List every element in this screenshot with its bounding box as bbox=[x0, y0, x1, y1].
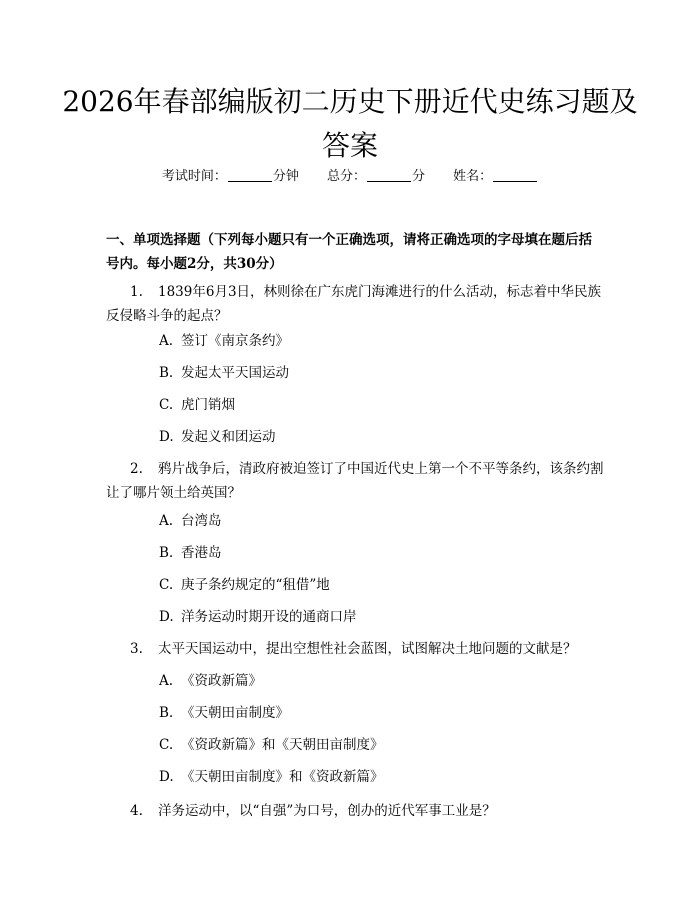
question-stem bbox=[106, 637, 604, 661]
option-text: 发起太平天国运动 bbox=[181, 365, 289, 381]
option-text: 台湾岛 bbox=[181, 513, 222, 529]
question-stem bbox=[106, 280, 604, 328]
name-label: 姓名： bbox=[453, 169, 493, 184]
option-item bbox=[159, 575, 330, 595]
time-blank bbox=[228, 167, 272, 182]
option-letter: C. bbox=[159, 737, 174, 753]
question-number: 4. bbox=[130, 803, 143, 819]
option-text: 《天朝田亩制度》 bbox=[181, 705, 289, 721]
option-item bbox=[159, 331, 289, 351]
exam-time bbox=[162, 167, 299, 187]
question-number: 3. bbox=[130, 641, 143, 657]
option-item bbox=[159, 395, 235, 415]
option-letter: C. bbox=[159, 397, 174, 413]
option-item bbox=[159, 735, 384, 755]
total-score bbox=[327, 167, 425, 187]
option-text: 庚子条约规定的“租借”地 bbox=[181, 577, 330, 593]
time-label: 考试时间： bbox=[161, 169, 227, 184]
option-text: 洋务运动时期开设的通商口岸 bbox=[181, 609, 357, 625]
option-item bbox=[159, 363, 289, 383]
option-text: 《资政新篇》 bbox=[181, 673, 262, 689]
option-text: 香港岛 bbox=[181, 545, 222, 561]
score-blank bbox=[367, 167, 411, 182]
option-text: 发起义和团运动 bbox=[181, 429, 276, 445]
option-letter: C. bbox=[159, 577, 174, 593]
option-letter: B. bbox=[159, 705, 174, 721]
exam-info-line bbox=[0, 167, 700, 187]
option-item bbox=[159, 427, 276, 447]
score-label: 总分： bbox=[326, 169, 366, 184]
score-unit: 分 bbox=[412, 169, 426, 184]
question-text: 洋务运动中，以“自强”为口号，创办的近代军事工业是？ bbox=[158, 803, 496, 819]
option-letter: B. bbox=[159, 545, 174, 561]
question-number: 2. bbox=[130, 461, 143, 477]
section-heading: 一、单项选择题（下列每小题只有一个正确选项，请将正确选项的字母填在题后括号内。每小题2分，共30分） bbox=[106, 232, 592, 272]
question-stem bbox=[106, 799, 604, 823]
question-stem bbox=[106, 457, 604, 505]
question-text: 鸦片战争后，清政府被迫签订了中国近代史上第一个不平等条约，该条约割让了哪片领土给英国？ bbox=[106, 461, 604, 501]
option-item bbox=[159, 511, 222, 531]
option-letter: B. bbox=[159, 365, 174, 381]
option-item bbox=[159, 543, 222, 563]
option-text: 《资政新篇》和《天朝田亩制度》 bbox=[181, 737, 384, 753]
option-item bbox=[159, 703, 289, 723]
option-text: 签订《南京条约》 bbox=[181, 333, 289, 349]
question-text: 太平天国运动中，提出空想性社会蓝图，试图解决土地问题的文献是？ bbox=[158, 641, 577, 657]
name-blank bbox=[493, 167, 537, 182]
option-item bbox=[159, 607, 357, 627]
page-title: 2026年春部编版初二历史下册近代史练习题及答案 bbox=[62, 85, 638, 162]
time-unit: 分钟 bbox=[272, 169, 299, 184]
option-text: 《天朝田亩制度》和《资政新篇》 bbox=[181, 769, 384, 785]
student-name bbox=[453, 167, 538, 187]
option-text: 虎门销烟 bbox=[181, 397, 235, 413]
option-item bbox=[159, 671, 262, 691]
option-letter: A. bbox=[159, 333, 174, 349]
option-letter: A. bbox=[159, 513, 174, 529]
option-letter: D. bbox=[159, 769, 174, 785]
question-number: 1. bbox=[130, 284, 143, 300]
option-letter: D. bbox=[159, 429, 174, 445]
option-letter: D. bbox=[159, 609, 174, 625]
option-letter: A. bbox=[159, 673, 174, 689]
question-text: 1839年6月3日，林则徐在广东虎门海滩进行的什么活动，标志着中华民族反侵略斗争的起点？ bbox=[106, 284, 602, 324]
option-item bbox=[159, 767, 384, 787]
